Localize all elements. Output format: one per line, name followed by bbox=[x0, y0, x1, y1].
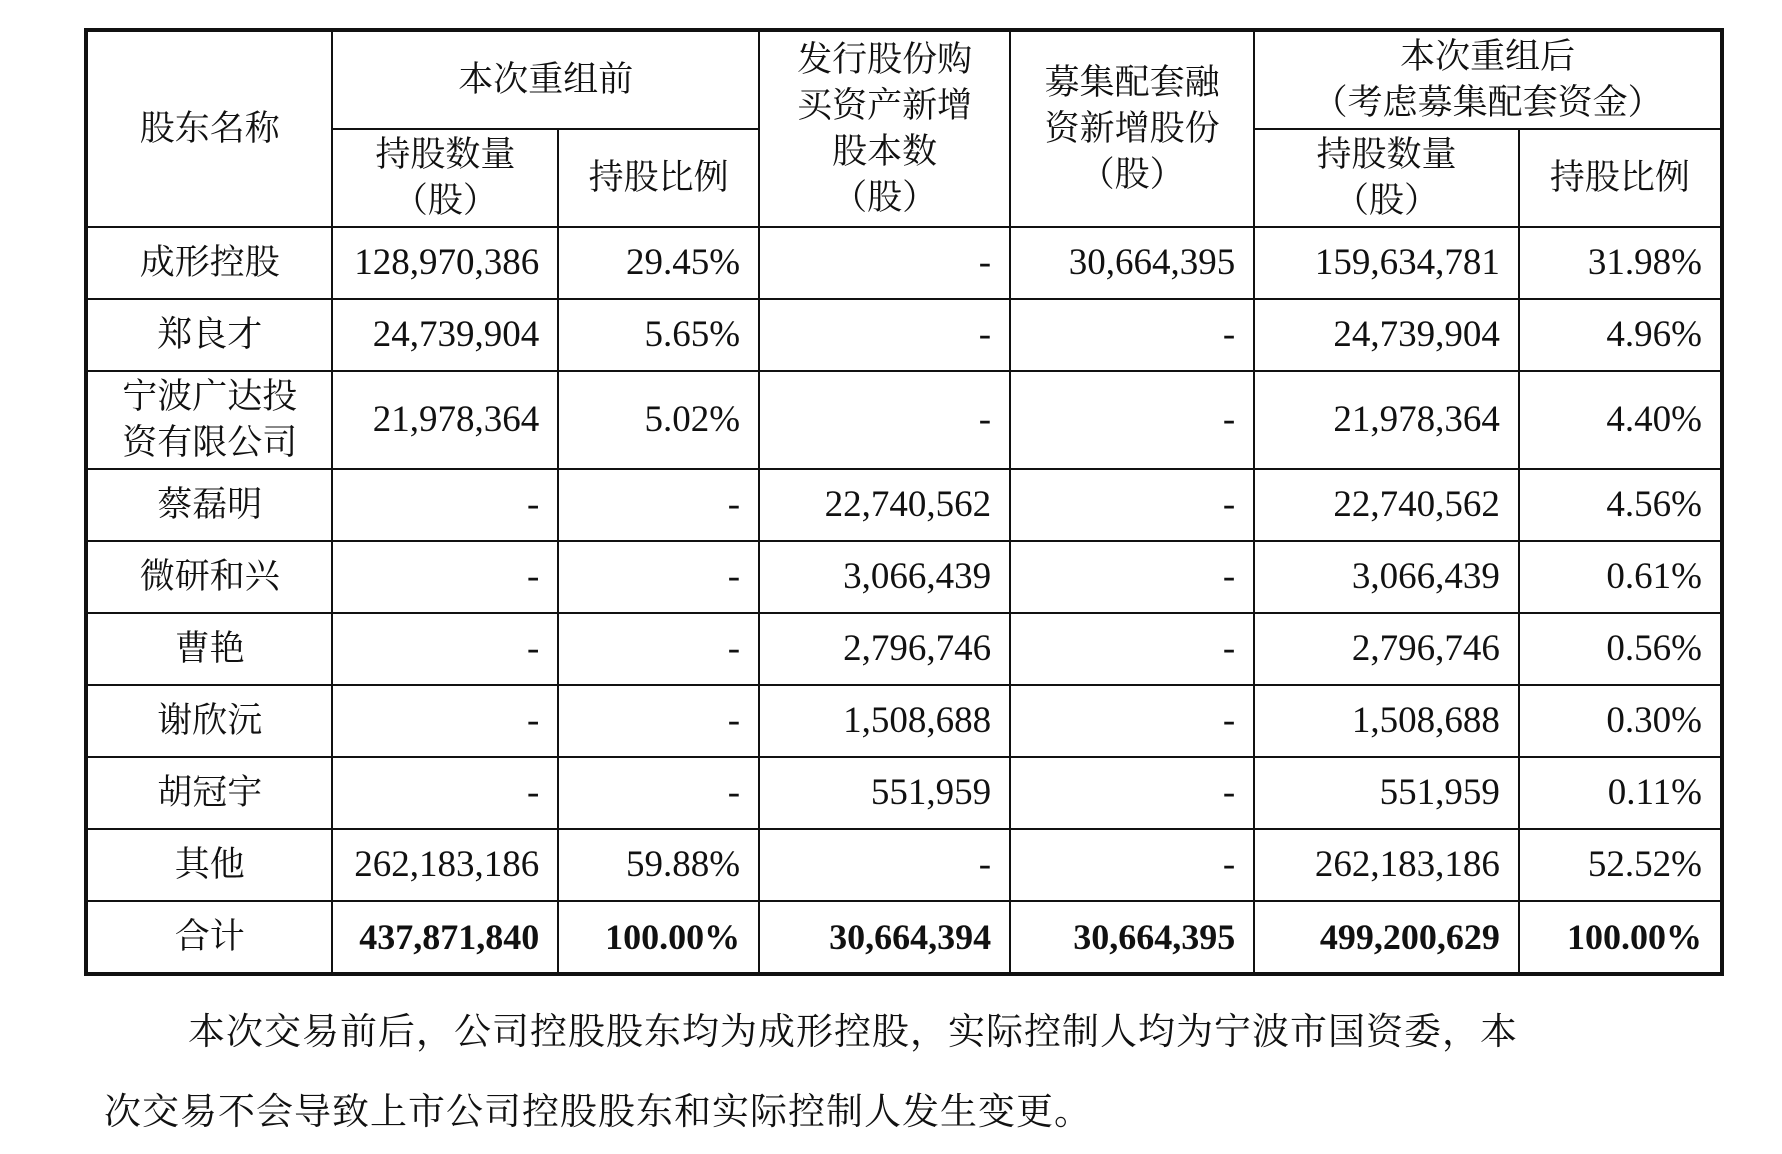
header-after-restructuring: 本次重组后 （考虑募集配套资金） bbox=[1254, 30, 1722, 129]
shareholder-name: 曹艳 bbox=[86, 613, 332, 685]
shareholder-name: 蔡磊明 bbox=[86, 469, 332, 541]
qty-before: 128,970,386 bbox=[332, 227, 558, 299]
header-ratio-before: 持股比例 bbox=[558, 129, 759, 227]
table-row bbox=[86, 227, 1722, 299]
raise-new: - bbox=[1010, 541, 1254, 613]
ratio-after: 52.52% bbox=[1519, 829, 1722, 901]
header-raise-new-shares: 募集配套融 资新增股份 （股） bbox=[1010, 30, 1254, 227]
ratio-after: 31.98% bbox=[1519, 227, 1722, 299]
issue-new: 22,740,562 bbox=[759, 469, 1010, 541]
raise-new: - bbox=[1010, 613, 1254, 685]
ratio-before: - bbox=[558, 469, 759, 541]
raise-new: - bbox=[1010, 299, 1254, 371]
qty-after: 3,066,439 bbox=[1254, 541, 1519, 613]
issue-new: 1,508,688 bbox=[759, 685, 1010, 757]
ratio-before: 5.65% bbox=[558, 299, 759, 371]
ratio-before: 59.88% bbox=[558, 829, 759, 901]
raise-new: 30,664,395 bbox=[1010, 227, 1254, 299]
table-row bbox=[86, 685, 1722, 757]
qty-before: - bbox=[332, 757, 558, 829]
qty-before: - bbox=[332, 541, 558, 613]
header-qty-after: 持股数量 （股） bbox=[1254, 129, 1519, 227]
ratio-after: 0.11% bbox=[1519, 757, 1722, 829]
header-issue-new-shares: 发行股份购 买资产新增 股本数 （股） bbox=[759, 30, 1010, 227]
raise-new: - bbox=[1010, 685, 1254, 757]
caption-paragraph-line-2: 次交易不会导致上市公司控股股东和实际控制人发生变更。 bbox=[104, 1090, 1092, 1133]
table-row bbox=[86, 299, 1722, 371]
qty-after: 2,796,746 bbox=[1254, 613, 1519, 685]
ratio-before: - bbox=[558, 757, 759, 829]
shareholder-name: 胡冠宇 bbox=[86, 757, 332, 829]
issue-new: - bbox=[759, 299, 1010, 371]
ratio-after: 0.61% bbox=[1519, 541, 1722, 613]
ratio-before: - bbox=[558, 541, 759, 613]
header-qty-before: 持股数量 （股） bbox=[332, 129, 558, 227]
qty-after: 1,508,688 bbox=[1254, 685, 1519, 757]
table-row bbox=[86, 469, 1722, 541]
qty-after: 551,959 bbox=[1254, 757, 1519, 829]
qty-after: 262,183,186 bbox=[1254, 829, 1519, 901]
raise-new: - bbox=[1010, 757, 1254, 829]
total-label: 合计 bbox=[86, 901, 332, 974]
qty-before: 21,978,364 bbox=[332, 371, 558, 469]
ratio-before: 5.02% bbox=[558, 371, 759, 469]
qty-after: 24,739,904 bbox=[1254, 299, 1519, 371]
issue-new: 551,959 bbox=[759, 757, 1010, 829]
qty-after: 22,740,562 bbox=[1254, 469, 1519, 541]
total-row bbox=[86, 901, 1722, 974]
issue-new: - bbox=[759, 829, 1010, 901]
header-ratio-after: 持股比例 bbox=[1519, 129, 1722, 227]
shareholder-name: 谢欣沅 bbox=[86, 685, 332, 757]
table-row bbox=[86, 613, 1722, 685]
total-qty-after: 499,200,629 bbox=[1254, 901, 1519, 974]
qty-before: 262,183,186 bbox=[332, 829, 558, 901]
table-row bbox=[86, 541, 1722, 613]
shareholding-table bbox=[84, 28, 1724, 976]
shareholder-name: 郑良才 bbox=[86, 299, 332, 371]
qty-before: - bbox=[332, 613, 558, 685]
issue-new: - bbox=[759, 227, 1010, 299]
total-ratio-after: 100.00% bbox=[1519, 901, 1722, 974]
total-qty-before: 437,871,840 bbox=[332, 901, 558, 974]
ratio-before: - bbox=[558, 613, 759, 685]
issue-new: 2,796,746 bbox=[759, 613, 1010, 685]
raise-new: - bbox=[1010, 829, 1254, 901]
qty-before: 24,739,904 bbox=[332, 299, 558, 371]
qty-before: - bbox=[332, 469, 558, 541]
issue-new: - bbox=[759, 371, 1010, 469]
ratio-after: 4.40% bbox=[1519, 371, 1722, 469]
table-row bbox=[86, 757, 1722, 829]
raise-new: - bbox=[1010, 469, 1254, 541]
ratio-before: - bbox=[558, 685, 759, 757]
ratio-after: 0.30% bbox=[1519, 685, 1722, 757]
raise-new: - bbox=[1010, 371, 1254, 469]
shareholder-name: 宁波广达投 资有限公司 bbox=[86, 371, 332, 469]
qty-after: 21,978,364 bbox=[1254, 371, 1519, 469]
qty-before: - bbox=[332, 685, 558, 757]
header-before-restructuring: 本次重组前 bbox=[332, 30, 759, 129]
table-row bbox=[86, 829, 1722, 901]
ratio-after: 4.96% bbox=[1519, 299, 1722, 371]
shareholder-name: 其他 bbox=[86, 829, 332, 901]
shareholder-name: 微研和兴 bbox=[86, 541, 332, 613]
qty-after: 159,634,781 bbox=[1254, 227, 1519, 299]
ratio-after: 4.56% bbox=[1519, 469, 1722, 541]
ratio-before: 29.45% bbox=[558, 227, 759, 299]
ratio-after: 0.56% bbox=[1519, 613, 1722, 685]
table-row bbox=[86, 371, 1722, 469]
issue-new: 3,066,439 bbox=[759, 541, 1010, 613]
header-shareholder-name: 股东名称 bbox=[86, 30, 332, 227]
caption-paragraph-line-1: 本次交易前后，公司控股股东均为成形控股，实际控制人均为宁波市国资委，本 bbox=[188, 1010, 1518, 1053]
total-ratio-before: 100.00% bbox=[558, 901, 759, 974]
total-raise-new: 30,664,395 bbox=[1010, 901, 1254, 974]
total-issue-new: 30,664,394 bbox=[759, 901, 1010, 974]
shareholder-name: 成形控股 bbox=[86, 227, 332, 299]
